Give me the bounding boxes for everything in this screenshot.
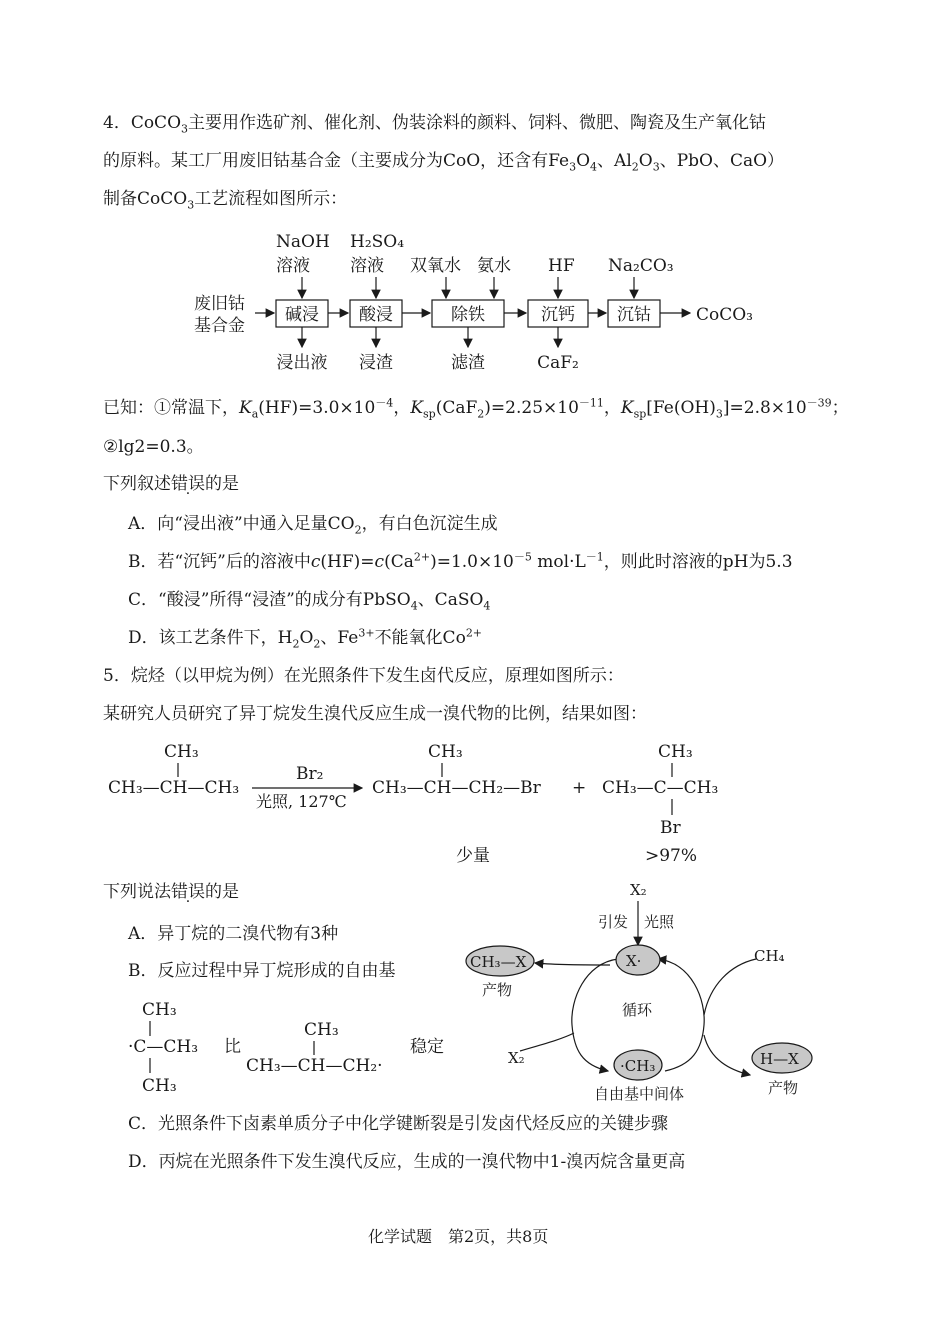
q4-known-2: ②lg2=0.3。 [103,437,204,457]
cycle-x-radical: X· [626,952,642,970]
cycle-initiate: 引发 [598,913,629,931]
reactant: CH₃—CH—CH₃ [108,778,240,798]
q5-option-d: D．丙烷在光照条件下发生溴代反应，生成的一溴代物中1-溴丙烷含量更高 [128,1152,686,1172]
radical2-ch3-top: CH₃ [304,1020,339,1040]
reagent-h2so4-sol: 溶液 [350,256,384,276]
comparison-word: 比 [224,1037,241,1057]
radical1: ·C—CH₃ [128,1037,199,1057]
out-caf2: CaF₂ [537,353,579,373]
flow-start-1: 废旧钴 [194,294,245,314]
q4-line3: 制备CoCO$_3$工艺流程如图所示： [103,189,348,212]
product1: CH₃—CH—CH₂—Br [372,778,541,798]
out-filter-residue: 滤渣 [451,353,485,373]
flow-start-2: 基合金 [194,316,245,336]
reagent-h2so4: H₂SO₄ [350,232,405,252]
reagent-h2o2: 双氧水 [410,256,461,276]
cycle-ch3-radical: ·CH₃ [620,1057,656,1075]
q4-line1: 4．CoCO$_3$主要用作选矿剂、催化剂、伪装涂料的颜料、饲料、微肥、陶瓷及生产氧化钴 [103,113,767,136]
cycle-hx: H—X [760,1050,799,1068]
cycle-light: 光照 [644,913,675,931]
q4-line2: 的原料。某工厂用废旧钴基合金（主要成分为CoO，还含有$Fe_3O_4$、$Al_2O_3$、PbO、CaO） [103,151,785,174]
q4-known-1: 已知：①常温下，$K_a(HF)=3.0\times 10^{-4}$，$K_{sp}(CaF_2)=2.25\times 10^{-11}$，$K_{sp}[Fe(OH)_3]=2.8\times 10^{-39}$； [103,396,849,421]
cycle-intermediate: 自由基中间体 [594,1085,685,1103]
q4-option-d: D．该工艺条件下，$H_2O_2$、$Fe^{3+}$不能氧化$Co^{2+}$ [128,626,483,651]
page-footer: 化学试题 第2页，共8页 [368,1227,549,1246]
stem-emphasis: 错误 [171,474,205,494]
process-flow-diagram [180,225,780,385]
q4-option-b: B．若“沉钙”后的溶液中$c(HF)=c(Ca^{2+})=1.0\times 10^{-5}$ $mol\cdot L^{-1}$，则此时溶液的pH为5.3 [128,550,793,572]
q5-line1: 5．烷烃（以甲烷为例）在光照条件下发生卤代反应，原理如图所示： [103,666,624,686]
reagent-ammonia: 氨水 [477,256,511,276]
reagent-hf: HF [548,256,575,276]
step-precip-ca: 沉钙 [541,305,575,325]
radical2: CH₃—CH—CH₂· [246,1056,383,1076]
product2: CH₃—C—CH₃ [602,778,719,798]
step-alkali-leach: 碱浸 [285,305,319,325]
halogenation-cycle-diagram [460,875,830,1105]
cycle-product-right: 产物 [768,1079,799,1097]
reagent-na2co3: Na₂CO₃ [608,256,674,276]
bromination-reaction [100,735,750,870]
q5-line2: 某研究人员研究了异丁烷发生溴代反应生成一溴代物的比例，结果如图： [103,704,647,724]
step-precip-co: 沉钴 [617,305,651,325]
label-major: >97% [645,846,698,866]
cycle-product-left: 产物 [482,981,513,999]
reagent-br2: Br₂ [296,764,324,784]
radical1-ch3-bottom: CH₃ [142,1076,177,1096]
q5-option-a: A．异丁烷的二溴代物有3种 [128,924,339,944]
q4-stem: 下列叙述错误的是 [103,474,239,494]
q5-stem: 下列说法错误的是 [103,882,239,902]
out-leachate: 浸出液 [276,353,328,373]
product1-ch3-top: CH₃ [428,742,463,762]
reagent-naoh: NaOH [276,232,330,252]
stable-word: 稳定 [410,1037,444,1057]
flow-product: CoCO₃ [696,305,754,325]
cycle-ch4: CH₄ [754,947,785,965]
q5-option-b: B．反应过程中异丁烷形成的自由基 [128,961,396,981]
out-residue: 浸渣 [359,353,393,373]
cycle-x2-left: X₂ [508,1049,525,1067]
stem-emphasis-2: 错误 [171,882,205,902]
product2-br: Br [660,818,681,838]
cycle-x2-top: X₂ [630,881,647,899]
plus: + [572,778,587,798]
cycle-label: 循环 [622,1001,653,1019]
step-acid-leach: 酸浸 [359,305,393,325]
q5-option-c: C．光照条件下卤素单质分子中化学键断裂是引发卤代烃反应的关键步骤 [128,1114,669,1134]
radical-structures [128,995,458,1100]
reactant-ch3-top: CH₃ [164,742,199,762]
product2-ch3-top: CH₃ [658,742,693,762]
reagent-naoh-sol: 溶液 [276,256,310,276]
q4-option-c: C．“酸浸”所得“浸渣”的成分有PbSO$_4$、CaSO$_4$ [128,590,491,613]
condition: 光照, 127℃ [256,792,347,811]
q4-option-a: A．向“浸出液”中通入足量$CO_2$，有白色沉淀生成 [128,514,498,537]
cycle-ch3x: CH₃—X [470,953,527,971]
radical1-ch3-top: CH₃ [142,1000,177,1020]
label-minor: 少量 [456,846,490,866]
step-remove-iron: 除铁 [451,305,485,325]
